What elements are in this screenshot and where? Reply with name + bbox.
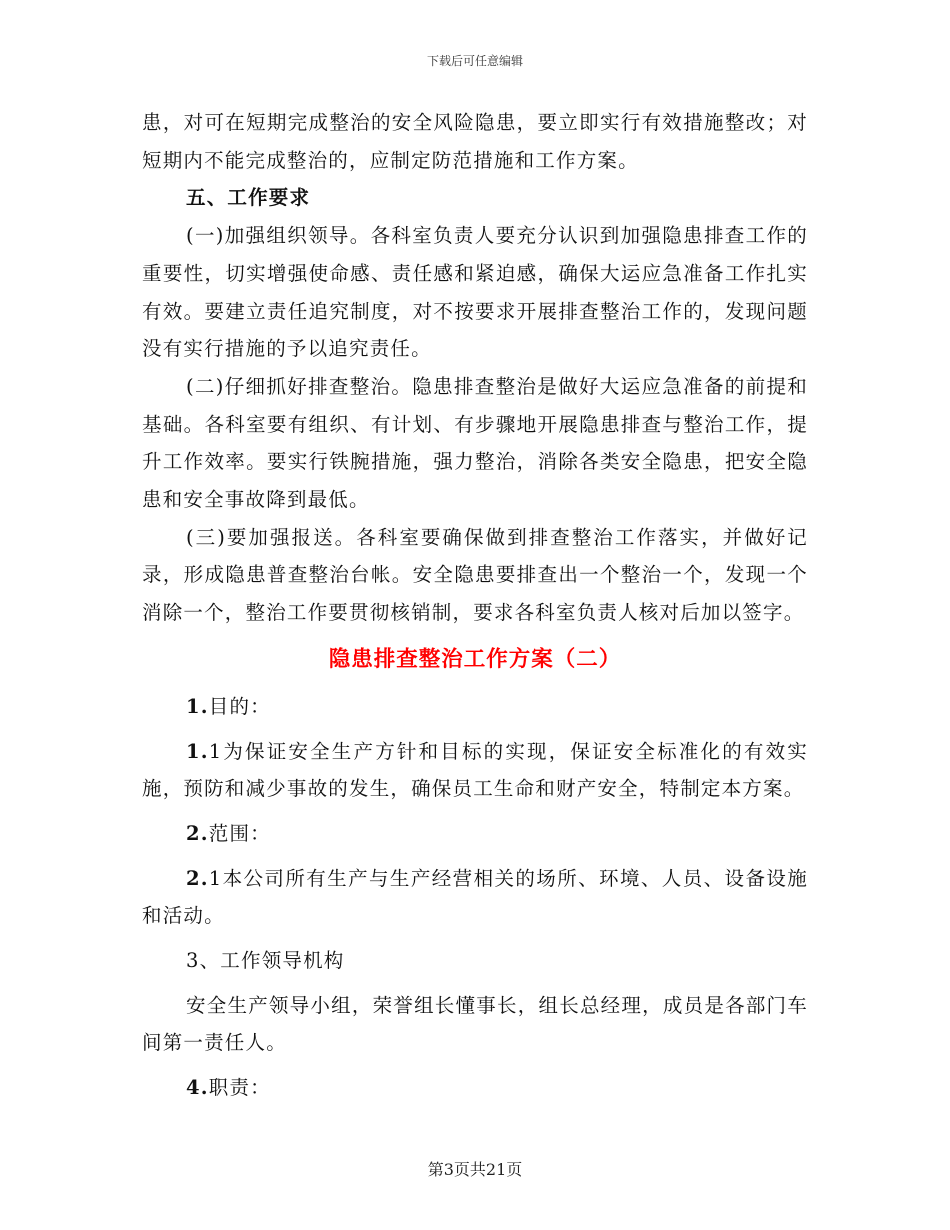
item-number: 4.: [186, 1076, 209, 1100]
paragraph-continued: 患，对可在短期完成整治的安全风险隐患，要立即实行有效措施整改；对短期内不能完成整治的，应制定防范措施和工作方案。: [142, 111, 808, 172]
item-number: 1.: [186, 739, 209, 763]
section-heading-work-requirements: 五、工作要求: [186, 186, 311, 210]
item-text: 目的：: [208, 694, 271, 718]
item-text: 职责：: [208, 1076, 271, 1100]
item-text: 1本公司所有生产与生产经营相关的场所、环境、人员、设备设施和活动。: [142, 866, 808, 928]
page-footer: 第3页共21页: [427, 1160, 523, 1179]
item-number: 2.: [186, 866, 209, 890]
item-1-purpose: [142, 688, 808, 726]
item-1-1-purpose-detail: [142, 733, 808, 808]
item-4-duties: [142, 1069, 808, 1107]
document-body: [142, 104, 808, 1107]
paragraph-leadership-members: 安全生产领导小组，荣誉组长懂事长，组长总经理，成员是各部门车间第一责任人。: [142, 993, 808, 1055]
item-number: 2.: [186, 821, 209, 845]
paragraph-reporting: (三)要加强报送。各科室要确保做到排查整治工作落实，并做好记录，形成隐患普查整治台帐。安全隐患要排查出一个整治一个，发现一个消除一个，整治工作要贯彻核销制，要求各科室负责人核对后加以签字。: [142, 525, 808, 625]
paragraph-organization-leadership: (一)加强组织领导。各科室负责人要充分认识到加强隐患排查工作的重要性，切实增强使命感、责任感和紧迫感，确保大运应急准备工作扎实有效。要建立责任追究制度，对不按要求开展排查整治工作的，发现问题没有实行措施的予以追究责任。: [142, 224, 808, 361]
item-2-scope: [142, 815, 808, 853]
page-header: 下载后可任意编辑: [426, 54, 523, 68]
item-text: 1为保证安全生产方针和目标的实现，保证安全标准化的有效实施，预防和减少事故的发生，确保员工生命和财产安全，特制定本方案。: [142, 739, 808, 801]
item-text: 范围：: [208, 821, 271, 845]
item-number: 1.: [186, 694, 209, 718]
item-3-leadership-body: 3、工作领导机构: [186, 949, 345, 973]
document-title-2: 隐患排查整治工作方案（二）: [328, 646, 622, 672]
paragraph-inspection-rectification: (二)仔细抓好排查整治。隐患排查整治是做好大运应急准备的前提和基础。各科室要有组织、有计划、有步骤地开展隐患排查与整治工作，提升工作效率。要实行铁腕措施，强力整治，消除各类安全隐患，把安全隐患和安全事故降到最低。: [142, 374, 808, 512]
item-2-1-scope-detail: [142, 860, 808, 935]
